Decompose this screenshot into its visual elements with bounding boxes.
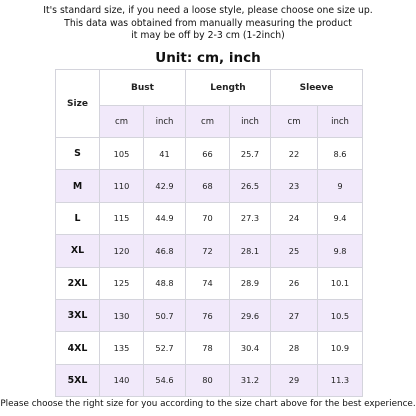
- length-cm-value: 76: [186, 299, 230, 331]
- bust-cm-value: 120: [100, 235, 144, 267]
- sleeve-inch-header: inch: [318, 106, 363, 138]
- note-line-3: it may be off by 2-3 cm (1-2inch): [131, 30, 285, 41]
- table-row: [56, 332, 363, 364]
- sleeve-cm-value: 27: [271, 299, 318, 331]
- bust-cm-value: 130: [100, 299, 144, 331]
- length-cm-value: 68: [186, 170, 230, 202]
- sleeve-cm-value: 22: [271, 138, 318, 170]
- size-label: S: [56, 138, 100, 170]
- header-unit-row: [56, 106, 363, 138]
- length-inch-value: 25.7: [230, 138, 271, 170]
- bust-cm-value: 135: [100, 332, 144, 364]
- bust-cm-value: 140: [100, 364, 144, 396]
- sleeve-inch-value: 9.8: [318, 235, 363, 267]
- bust-inch-value: 46.8: [144, 235, 186, 267]
- size-label: L: [56, 202, 100, 234]
- sleeve-cm-value: 25: [271, 235, 318, 267]
- table-row: [56, 170, 363, 202]
- table-row: [56, 235, 363, 267]
- sleeve-cm-header: cm: [271, 106, 318, 138]
- sleeve-inch-value: 11.3: [318, 364, 363, 396]
- note-line-1: It's standard size, if you need a loose style, please choose one size up.: [43, 5, 373, 16]
- bust-inch-value: 50.7: [144, 299, 186, 331]
- bust-inch-value: 54.6: [144, 364, 186, 396]
- sleeve-cm-value: 26: [271, 267, 318, 299]
- footer-note: Please choose the right size for you according to the size chart above for the best experience.: [0, 399, 416, 409]
- sleeve-cm-value: 23: [271, 170, 318, 202]
- sleeve-header: Sleeve: [271, 70, 363, 106]
- length-cm-value: 80: [186, 364, 230, 396]
- bust-cm-value: 105: [100, 138, 144, 170]
- length-inch-value: 30.4: [230, 332, 271, 364]
- length-cm-value: 70: [186, 202, 230, 234]
- bust-cm-value: 110: [100, 170, 144, 202]
- length-cm-value: 78: [186, 332, 230, 364]
- size-chart-table: [55, 69, 363, 397]
- sleeve-cm-value: 28: [271, 332, 318, 364]
- length-cm-value: 72: [186, 235, 230, 267]
- length-header: Length: [186, 70, 271, 106]
- sleeve-inch-value: 8.6: [318, 138, 363, 170]
- size-label: 2XL: [56, 267, 100, 299]
- size-header: Size: [56, 70, 100, 138]
- sleeve-cm-value: 24: [271, 202, 318, 234]
- size-notes: [0, 5, 416, 43]
- note-line-2: This data was obtained from manually measuring the product: [64, 17, 352, 29]
- length-cm-header: cm: [186, 106, 230, 138]
- sleeve-inch-value: 9: [318, 170, 363, 202]
- table-row: [56, 364, 363, 396]
- bust-inch-value: 41: [144, 138, 186, 170]
- size-label: 3XL: [56, 299, 100, 331]
- bust-inch-value: 42.9: [144, 170, 186, 202]
- table-row: [56, 202, 363, 234]
- bust-inch-header: inch: [144, 106, 186, 138]
- bust-inch-value: 44.9: [144, 202, 186, 234]
- bust-cm-value: 115: [100, 202, 144, 234]
- table-row: [56, 267, 363, 299]
- bust-inch-value: 52.7: [144, 332, 186, 364]
- sleeve-inch-value: 10.9: [318, 332, 363, 364]
- length-inch-value: 26.5: [230, 170, 271, 202]
- size-label: M: [56, 170, 100, 202]
- size-label: 5XL: [56, 364, 100, 396]
- bust-inch-value: 48.8: [144, 267, 186, 299]
- sleeve-inch-value: 10.5: [318, 299, 363, 331]
- header-group-row: [56, 70, 363, 106]
- sleeve-inch-value: 9.4: [318, 202, 363, 234]
- bust-cm-header: cm: [100, 106, 144, 138]
- table-row: [56, 299, 363, 331]
- length-inch-value: 28.9: [230, 267, 271, 299]
- size-label: XL: [56, 235, 100, 267]
- unit-title: Unit: cm, inch: [155, 50, 261, 66]
- length-inch-value: 29.6: [230, 299, 271, 331]
- length-inch-header: inch: [230, 106, 271, 138]
- sleeve-cm-value: 29: [271, 364, 318, 396]
- length-inch-value: 31.2: [230, 364, 271, 396]
- size-label: 4XL: [56, 332, 100, 364]
- length-cm-value: 66: [186, 138, 230, 170]
- length-inch-value: 27.3: [230, 202, 271, 234]
- length-cm-value: 74: [186, 267, 230, 299]
- bust-header: Bust: [100, 70, 186, 106]
- table-row: [56, 138, 363, 170]
- sleeve-inch-value: 10.1: [318, 267, 363, 299]
- bust-cm-value: 125: [100, 267, 144, 299]
- length-inch-value: 28.1: [230, 235, 271, 267]
